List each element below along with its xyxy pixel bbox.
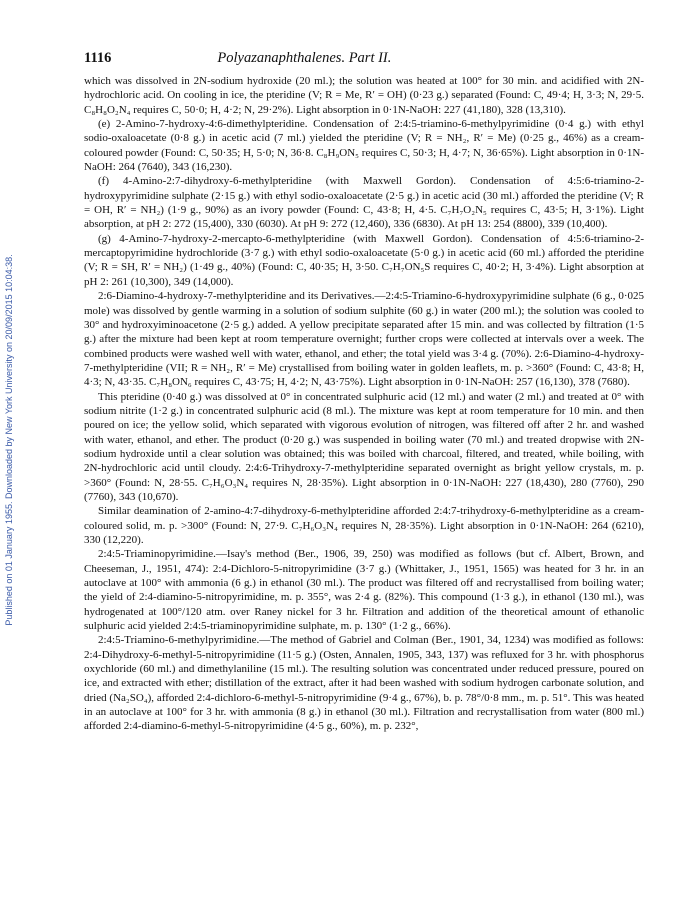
paragraph: 2:4:5-Triaminopyrimidine.—Isay's method (Ber., 1906, 39, 250) was modified as follows (but cf. Albert, Brown, and Cheeseman, J., 1951, 474): 2:4-Dichloro-5-nitropyrimidine (3·7 g.) (Whittaker, J., 1951, 1565) was heated for 3 hr. in an autoclave at 100° with ammonia (6 g.) in ethanol (30 ml.). The product was filtered off and recrystallised from boiling water; the yield of 2:4-diamino-5-nitropyrimidine, m. p. 355°, was 2·4 g. (82%). This compound (1·3 g.), in ethanol (130 ml.), was hydrogenated at 100°/120 atm. over Raney nickel for 3 hr. Filtration and addition of the theoretical amount of ethanolic sulphuric acid yielded 2:4:5-triaminopyrimidine sulphate, m. p. 130° (1·2 g., 66%). bbox=[84, 548, 644, 633]
download-watermark bbox=[2, 140, 16, 740]
paragraph: Similar deamination of 2-amino-4:7-dihydroxy-6-methylpteridine afforded 2:4:7-trihydroxy-6-methylpteridine as a cream-coloured solid, m. p. >300° (Found: N, 27·9. C₇H₆O₃N₄ requires N, 28·35%). Light absorption in 0·1N-NaOH: 264 (6210), 330 (12,220). bbox=[84, 505, 644, 546]
published-note: Published on 01 January 1955. Downloaded by New York University on 20/09/2015 10:04:38. bbox=[4, 254, 14, 626]
page-number: 1116 bbox=[84, 50, 112, 66]
paragraph: (f) 4-Amino-2:7-dihydroxy-6-methylpteridine (with Maxwell Gordon). Condensation of 4:5:6-triamino-2-hydroxypyrimidine sulphate (2·15 g.) with ethyl sodio-oxaloacetate (2·5 g.) in acetic acid (30 ml.) afforded the pteridine (V; R = OH, R′ = NH₂) (1·9 g., 90%) as an ivory powder (Found: C, 43·8; H, 4·5. C₇H₇O₂N₅ requires C, 43·5; H, 3·1%). Light absorption, at pH 2: 272 (15,400), 330 (6030). At pH 9: 272 (12,460), 336 (6830). At pH 13: 254 (8800), 339 (10,400). bbox=[84, 175, 644, 231]
paragraph: 2:6-Diamino-4-hydroxy-7-methylpteridine and its Derivatives.—2:4:5-Triamino-6-hydroxypyrimidine sulphate (6 g., 0·025 mole) was dissolved by gentle warming in a solution of sodium sulphite (60 g.) in water (200 ml.); the solution was cooled to 30° and hydroxyiminoacetone (2·5 g.) added. A yellow precipitate separated after 15 min. and was collected by filtration (1·5 g.) after the mixture had been kept at room temperature overnight; further crops were collected at intervals over a week. The combined products were washed well with water, ethanol, and ether; the total yield was 3·4 g. (70%). 2:6-Diamino-4-hydroxy-7-methylpteridine (VII; R = NH₂, R′ = Me) crystallised from boiling water in golden leaflets, m. p. >360° (Found: C, 43·8; H, 4·3; N, 43·35. C₇H₈ON₆ requires C, 43·75; H, 4·2; N, 43·75%). Light absorption in 0·1N-NaOH: 257 (16,130), 378 (7680). bbox=[84, 290, 644, 389]
paragraph: 2:4:5-Triamino-6-methylpyrimidine.—The method of Gabriel and Colman (Ber., 1901, 34, 1234) was modified as follows: 2:4-Dihydroxy-6-methyl-5-nitropyrimidine (11·5 g.) (Osten, Annalen, 1905, 343, 137) was refluxed for 3 hr. with phosphorus oxychloride (60 ml.) and dimethylaniline (15 ml.). The resulting solution was concentrated under reduced pressure, poured on ice, and extracted with ether; distillation of the extract, after it had been washed with sodium hydrogen carbonate solution, and dried (Na₂SO₄), afforded 2:4-dichloro-6-methyl-5-nitropyrimidine (9·4 g., 67%), b. p. 78°/0·8 mm., m. p. 51°. This was heated in an autoclave at 100° for 3 hr. with ammonia (8 g.) in ethanol (30 ml.). Filtration and recrystallisation from water (800 ml.) afforded 2:4-diamino-6-methyl-5-nitropyrimidine (4·5 g., 60%), m. p. 232°, bbox=[84, 634, 644, 733]
article-body bbox=[84, 74, 644, 902]
paragraph: which was dissolved in 2N-sodium hydroxide (20 ml.); the solution was heated at 100° for 30 min. and acidified with 2N-hydrochloric acid. On cooling in ice, the pteridine (V; R = Me, R′ = OH) (0·23 g.) separated (Found: C, 49·4; H, 3·3; N, 29·5. C₈H₈O₂N₄ requires C, 50·0; H, 4·2; N, 29·2%). Light absorption in 0·1N-NaOH: 227 (41,180), 328 (13,310). bbox=[84, 75, 644, 116]
paragraph: This pteridine (0·40 g.) was dissolved at 0° in concentrated sulphuric acid (12 ml.) and water (2 ml.) and treated at 0° with sodium nitrite (1·2 g.) in concentrated sulphuric acid (8 ml.). The mixture was kept at room temperature for 10 min. and then poured on ice; the yellow solid, which separated with vigorous evolution of nitrogen, was filtered off after 2 hr. and washed with water, ethanol, and ether. The product (0·20 g.) was suspended in boiling water (70 ml.) and treated dropwise with 2N-sodium hydroxide until a clear solution was obtained; this was boiled with charcoal, filtered, and treated, while boiling, with 2N-hydrochloric acid until cloudy. 2:4:6-Trihydroxy-7-methylpteridine separated overnight as bright yellow crystals, m. p. >360° (Found: N, 28·55. C₇H₆O₃N₄ requires N, 28·35%). Light absorption in 0·1N-NaOH: 227 (18,430), 280 (7760), 290 (7760), 343 (10,670). bbox=[84, 390, 644, 503]
paragraph: (g) 4-Amino-7-hydroxy-2-mercapto-6-methylpteridine (with Maxwell Gordon). Condensation of 4:5:6-triamino-2-mercaptopyrimidine hydrochloride (3·7 g.) with ethyl sodio-oxaloacetate (5·0 g.) in acetic acid (60 ml.) afforded the pteridine (V; R = SH, R′ = NH₂) (1·49 g., 40%) (Found: C, 40·35; H, 3·50. C₇H₇ON₅S requires C, 40·2; H, 3·4%). Light absorption at pH 2: 261 (10,300), 349 (14,000). bbox=[84, 232, 644, 288]
running-title: Polyazanaphthalenes. Part II. bbox=[217, 50, 392, 66]
page-header bbox=[84, 50, 644, 67]
paragraph: (e) 2-Amino-7-hydroxy-4:6-dimethylpteridine. Condensation of 2:4:5-triamino-6-methylpyrimidine (0·4 g.) with ethyl sodio-oxaloacetate (0·8 g.) in acetic acid (7 ml.) yielded the pteridine (V; R = NH₂, R′ = Me) (0·25 g., 46%) as a cream-coloured powder (Found: C, 50·35; H, 5·0; N, 36·8. C₈H₉ON₅ requires C, 50·3; H, 4·7; N, 36·65%). Light absorption in 0·1N-NaOH: 264 (7640), 343 (16,230). bbox=[84, 118, 644, 174]
